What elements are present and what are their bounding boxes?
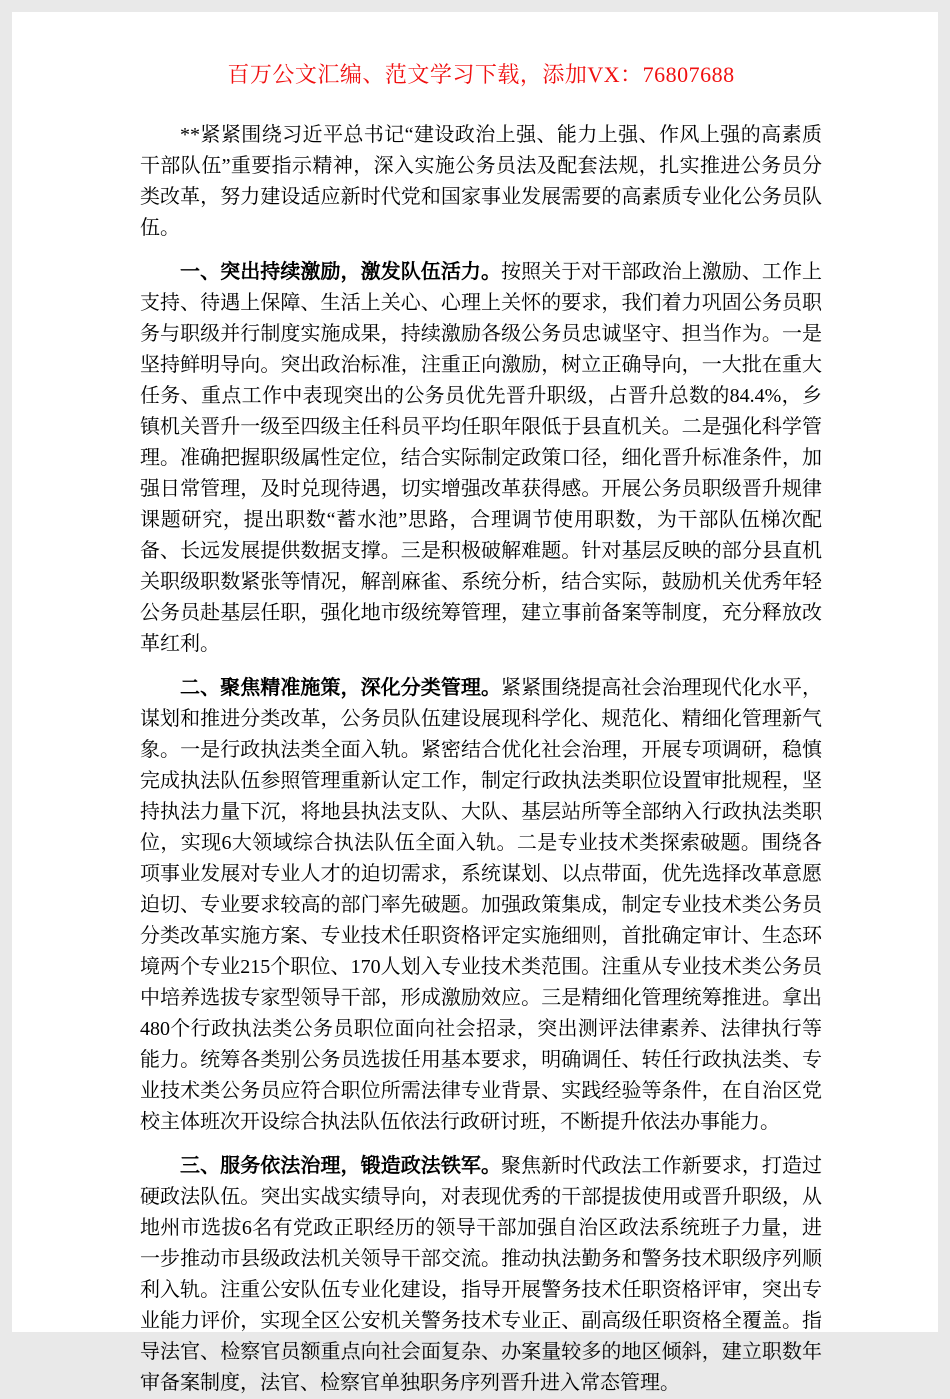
document-body	[140, 120, 822, 1399]
paragraph-section-2	[140, 673, 822, 1138]
paragraph-section-2-lead: 二、聚焦精准施策，深化分类管理。	[180, 677, 502, 699]
paragraph-section-1-lead: 一、突出持续激励，激发队伍活力。	[180, 261, 502, 283]
notice-banner: 百万公文汇编、范文学习下载，添加VX：76807688	[227, 62, 735, 87]
paragraph-section-1	[140, 257, 822, 660]
paragraph-intro	[140, 120, 822, 244]
paragraph-section-3-text: 聚焦新时代政法工作新要求，打造过硬政法队伍。突出实战实绩导向，对表现优秀的干部提拔使用或晋升职级，从地州市选拔6名有党政正职经历的领导干部加强自治区政法系统班子力量，进一步推动市县级政法机关领导干部交流。推动执法勤务和警务技术职级序列顺利入轨。注重公安队伍专业化建设，指导开展警务技术任职资格评审，突出专业能力评价，实现全区公安机关警务技术专业正、副高级任职资格全覆盖。指导法官、检察官员额重点向社会面复杂、办案量较多的地区倾斜，建立职数年审备案制度，法官、检察官单独职务序列晋升进入常态管理。	[140, 1155, 823, 1394]
paragraph-section-2-text: 紧紧围绕提高社会治理现代化水平，谋划和推进分类改革，公务员队伍建设展现科学化、规范化、精细化管理新气象。一是行政执法类全面入轨。紧密结合优化社会治理，开展专项调研，稳慎完成执法队伍参照管理重新认定工作，制定行政执法类职位设置审批规程，坚持执法力量下沉，将地县执法支队、大队、基层站所等全部纳入行政执法类职位，实现6大领域综合执法队伍全面入轨。二是专业技术类探索破题。围绕各项事业发展对专业人才的迫切需求，系统谋划、以点带面，优先选择改革意愿迫切、专业要求较高的部门率先破题。加强政策集成，制定专业技术类公务员分类改革实施方案、专业技术任职资格评定实施细则，首批确定审计、生态环境两个专业215个职位、170人划入专业技术类范围。注重从专业技术类公务员中培养选拔专家型领导干部，形成激励效应。三是精细化管理统筹推进。拿出480个行政执法类公务员职位面向社会招录，突出测评法律素养、法律执行等能力。统筹各类别公务员选拔任用基本要求，明确调任、转任行政执法类、专业技术类公务员应符合职位所需法律专业背景、实践经验等条件，在自治区党校主体班次开设综合执法队伍依法行政研讨班，不断提升依法办事能力。	[140, 677, 823, 1133]
paragraph-intro-text: **紧紧围绕习近平总书记“建设政治上强、能力上强、作风上强的高素质干部队伍”重要指示精神，深入实施公务员法及配套法规，扎实推进公务员分类改革，努力建设适应新时代党和国家事业发展需要的高素质专业化公务员队伍。	[140, 124, 822, 239]
paragraph-section-3	[140, 1151, 822, 1399]
document-page	[12, 12, 938, 1394]
paragraph-section-3-lead: 三、服务依法治理，锻造政法铁军。	[180, 1155, 502, 1177]
paragraph-section-1-text: 按照关于对干部政治上激励、工作上支持、待遇上保障、生活上关心、心理上关怀的要求，我们着力巩固公务员职务与职级并行制度实施成果，持续激励各级公务员忠诚坚守、担当作为。一是坚持鲜明导向。突出政治标准，注重正向激励，树立正确导向，一大批在重大任务、重点工作中表现突出的公务员优先晋升职级，占晋升总数的84.4%，乡镇机关晋升一级至四级主任科员平均任职年限低于县直机关。二是强化科学管理。准确把握职级属性定位，结合实际制定政策口径，细化晋升标准条件，加强日常管理，及时兑现待遇，切实增强改革获得感。开展公务员职级晋升规律课题研究，提出职数“蓄水池”思路，合理调节使用职数，为干部队伍梯次配备、长远发展提供数据支撑。三是积极破解难题。针对基层反映的部分县直机关职级职数紧张等情况，解剖麻雀、系统分析，结合实际，鼓励机关优秀年轻公务员赴基层任职，强化地市级统筹管理，建立事前备案等制度，充分释放改革红利。	[140, 261, 823, 655]
